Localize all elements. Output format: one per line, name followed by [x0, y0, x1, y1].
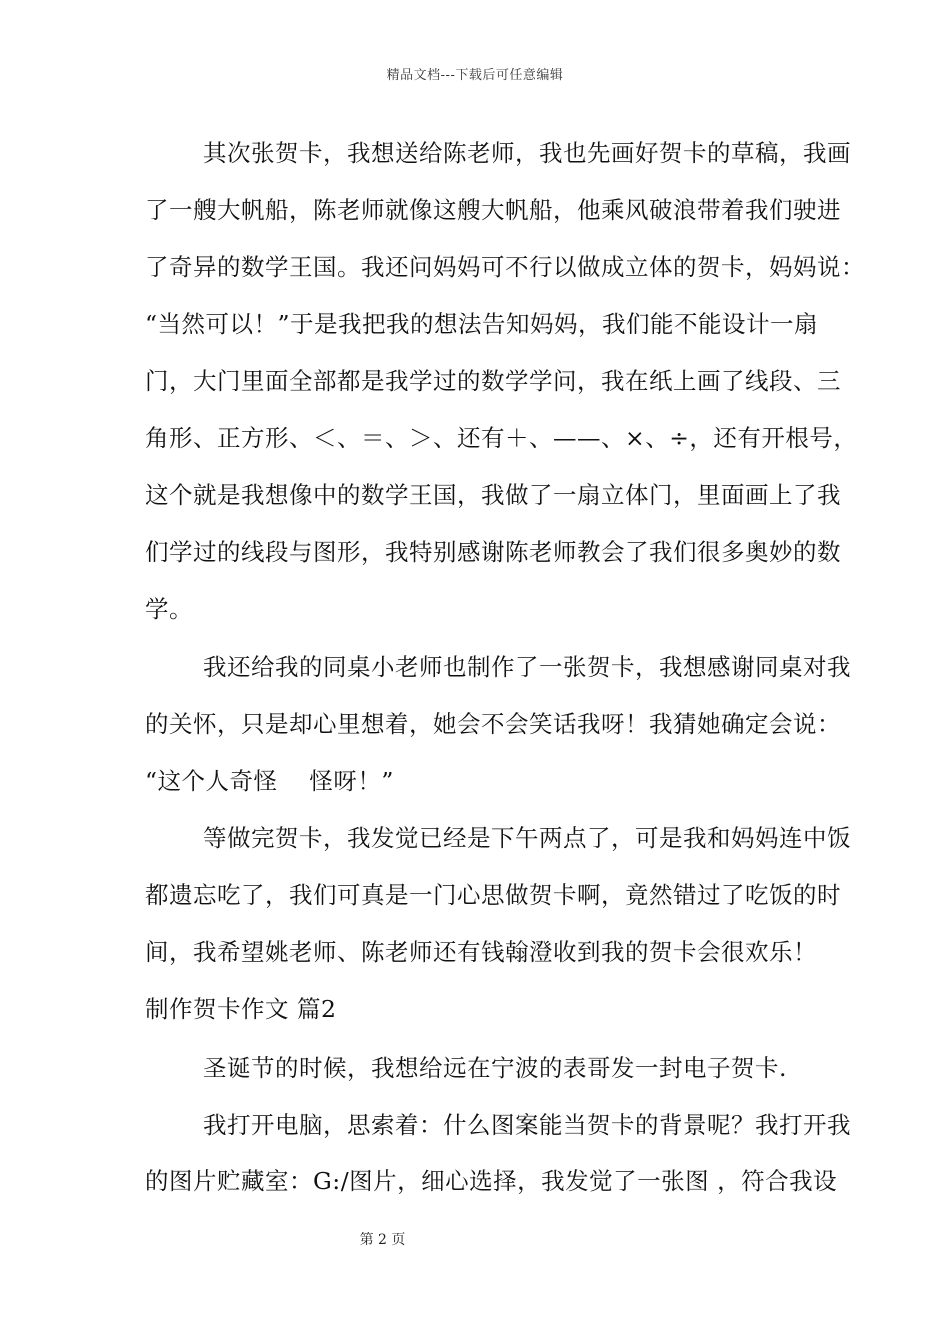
- body-line-8: 们学过的线段与图形，我特别感谢陈老师教会了我们很多奥妙的数: [145, 538, 841, 566]
- body-line-2: 了一艘大帆船，陈老师就像这艘大帆船，他乘风破浪带着我们驶进: [145, 196, 841, 224]
- body-line-11: 的关怀，只是却心里想着，她会不会笑话我呀！我猜她确定会说：: [145, 710, 841, 738]
- body-line-9: 学。: [145, 595, 193, 623]
- body-line-14: 都遗忘吃了，我们可真是一门心思做贺卡啊，竟然错过了吃饭的时: [145, 881, 841, 909]
- body-line-7: 这个就是我想像中的数学王国，我做了一扇立体门，里面画上了我: [145, 481, 841, 509]
- body-line-19: 的图片贮藏室：G:/图片，细心选择，我发觉了一张图 ，符合我设: [145, 1167, 838, 1195]
- section-heading: 制作贺卡作文 篇2: [145, 995, 337, 1023]
- body-line-10: 我还给我的同桌小老师也制作了一张贺卡，我想感谢同桌对我: [203, 653, 851, 681]
- page-number: 第 2 页: [359, 1232, 406, 1248]
- body-line-4: “当然可以！”于是我把我的想法告知妈妈，我们能不能设计一扇: [145, 310, 819, 338]
- body-line-13: 等做完贺卡，我发觉已经是下午两点了，可是我和妈妈连中饭: [203, 824, 851, 852]
- body-line-1: 其次张贺卡，我想送给陈老师，我也先画好贺卡的草稿，我画: [203, 139, 851, 167]
- body-line-6: 角形、正方形、＜、＝、＞、还有＋、——、×、÷，还有开根号，: [145, 424, 858, 452]
- body-line-5: 门，大门里面全部都是我学过的数学学问，我在纸上画了线段、三: [145, 367, 841, 395]
- body-line-18: 我打开电脑，思索着：什么图案能当贺卡的背景呢？我打开我: [203, 1111, 851, 1139]
- body-line-17: 圣诞节的时候，我想给远在宁波的表哥发一封电子贺卡.: [203, 1054, 787, 1082]
- body-line-12: “这个人奇怪 怪呀！”: [145, 767, 394, 795]
- page-header: 精品文档---下载后可任意编辑: [386, 68, 564, 83]
- body-line-3: 了奇异的数学王国。我还问妈妈可不行以做成立体的贺卡，妈妈说：: [145, 253, 865, 281]
- body-line-15: 间，我希望姚老师、陈老师还有钱翰澄收到我的贺卡会很欢乐！: [145, 938, 817, 966]
